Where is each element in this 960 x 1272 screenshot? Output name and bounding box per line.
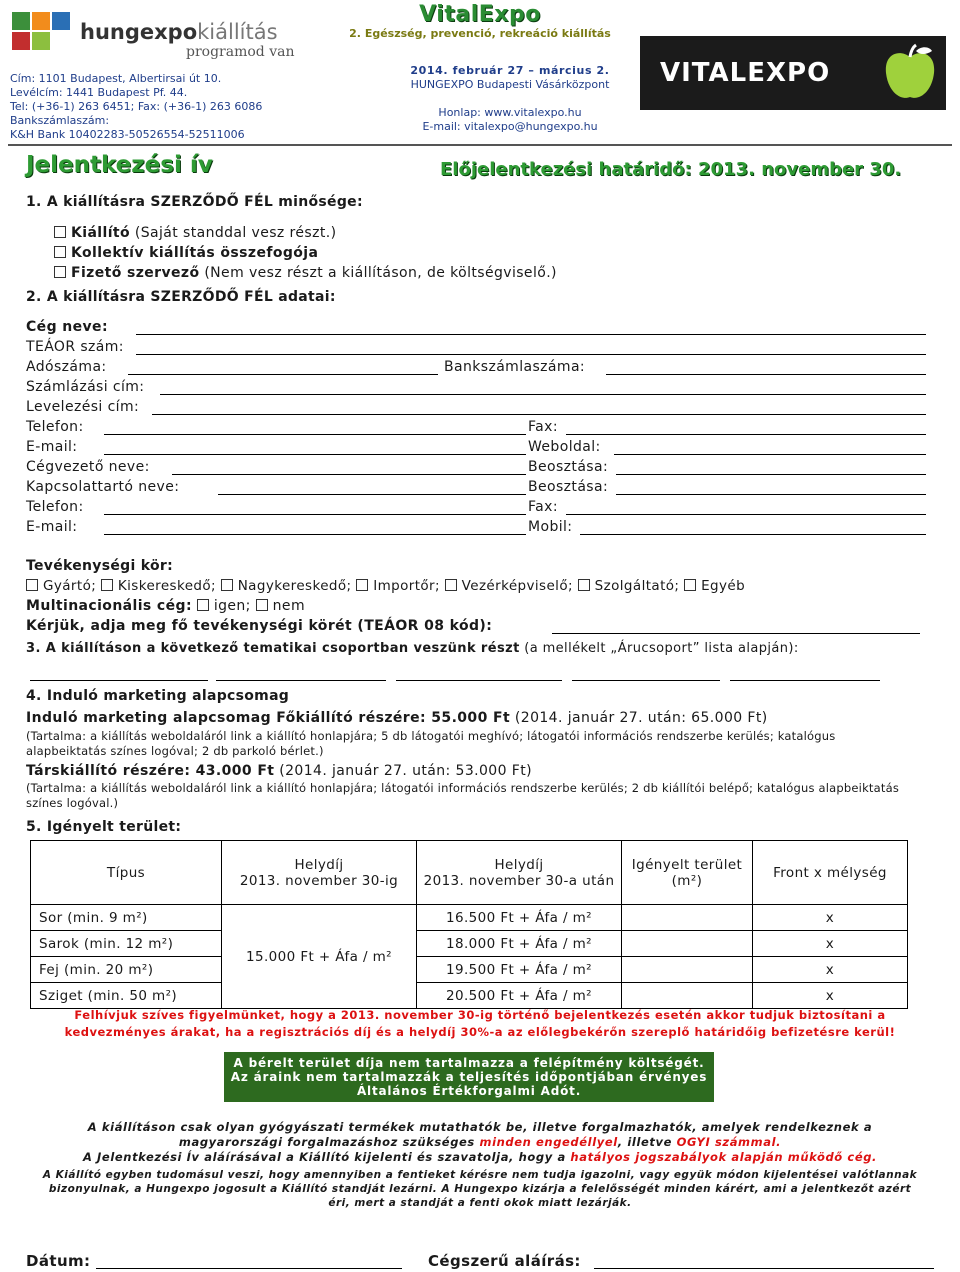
event-info [390,64,630,134]
input-szamlazasi[interactable] [160,394,926,395]
table-header-row [31,841,908,905]
cell-area-input[interactable] [622,983,753,1009]
input-group-2[interactable] [216,680,386,681]
checkbox-icon[interactable] [578,579,590,591]
checkbox-icon[interactable] [26,579,38,591]
checkbox-icon[interactable] [54,246,66,258]
cell-late-price: 20.500 Ft + Áfa / m² [417,983,622,1009]
vitalexpo-title: VitalExpo [419,2,541,27]
input-group-4[interactable] [572,680,720,681]
checkbox-icon[interactable] [54,266,66,278]
hungexpo-logo [10,4,300,62]
label-szamlazasi: Számlázási cím: [26,379,145,395]
activity-options [26,578,745,594]
address-line: Cím: 1101 Budapest, Albertirsai út 10. [10,72,222,85]
label-teaor: TEÁOR szám: [26,339,124,355]
cell-area-input[interactable] [622,957,753,983]
event-venue: HUNGEXPO Budapesti Vásárközpont [410,78,610,91]
pkg-co-line [26,763,532,779]
event-dates: 2014. február 27 – március 2. [410,64,610,77]
pkg-main-late: (2014. január 27. után: 65.000 Ft) [510,710,768,726]
multinational-label: Multinacionális cég: [26,598,192,614]
vat-notice-box [224,1052,714,1102]
main-activity-label: Kérjük, adja meg fő tevékenységi körét (TEÁOR 08 kód): [26,618,493,634]
section4-title: 4. Induló marketing alapcsomag [26,688,290,704]
label-mobil: Mobil: [528,519,573,535]
email-link[interactable]: E-mail: vitalexpo@hungexpo.hu [422,120,598,133]
cell-front[interactable]: x [753,983,908,1009]
cell-late-price: 18.000 Ft + Áfa / m² [417,931,622,957]
input-fax[interactable] [566,434,926,435]
cell-late-price: 19.500 Ft + Áfa / m² [417,957,622,983]
activity-title: Tevékenységi kör: [26,558,174,574]
label-cegvezeto: Cégvezető neve: [26,459,150,475]
section3-row [26,641,799,656]
label-fax2: Fax: [528,499,558,515]
checkbox-icon[interactable] [221,579,233,591]
address-line: Tel: (+36-1) 263 6451; Fax: (+36-1) 263 6086 [10,100,263,113]
label-levelezesi: Levelezési cím: [26,399,140,415]
input-teaor[interactable] [136,354,926,355]
section3-title: 3. A kiállításon a következő tematikai csoportban veszünk részt [26,641,520,656]
section5-title: 5. Igényelt terület: [26,819,182,835]
col-header-early: Helydíj 2013. november 30-ig [222,841,417,905]
checkbox-icon[interactable] [356,579,368,591]
label-telefon: Telefon: [26,419,84,435]
col-header-front: Front x mélység [753,841,908,905]
label-ceg: Cég neve: [26,319,108,335]
cell-type: Sziget (min. 50 m²) [31,983,222,1009]
table-row [31,957,908,983]
option-kollektiv[interactable]: Kollektív kiállítás összefogója [54,245,318,261]
brand-logo-text: VITALEXPO [660,58,831,88]
vat-notice-line: Az áraink nem tartalmazzák a teljesítés időpontjában érvényes [230,1070,708,1084]
area-price-table [30,840,908,1009]
pkg-main-label: Induló marketing alapcsomag Főkiállító részére [26,710,421,726]
logo-main-text: hungexpo [80,20,198,44]
pkg-co-desc: (Tartalma: a kiállítás weboldaláról link a kiállító honlapjára; látogatói információs rendszerbe kerülés; 2 db kiállítói belépő; katalógus alapbeiktatás színes logóval.) [26,781,900,810]
label-beosztas: Beosztása: [528,459,609,475]
multinational-row [26,598,305,614]
footer-paragraph-2: A Kiállító egyben tudomásul veszi, hogy amennyiben a fentieket kérésre nem tudja igazolni, vagy együk módon kijelentései valótlannak bizonyulnak, a Hungexpo jogosult a Kiállító standját lezárni. A Hungexpo kizárja a felelősségét minden kárért, ami a jelentkezőt azért éri, mert a standját a fenti okok miatt lezárják. [42,1169,918,1209]
activity-option[interactable]: Gyártó; [26,578,96,594]
input-main-activity[interactable] [552,633,920,634]
checkbox-icon[interactable] [197,599,209,611]
multinational-no[interactable]: nem [256,598,305,614]
logo-tagline: programod van [186,44,295,60]
deadline-text: Előjelentkezési határidő: 2013. november 30. [440,159,902,180]
input-date[interactable] [96,1268,402,1269]
activity-option[interactable]: Vezérképviselő; [445,578,573,594]
input-group-3[interactable] [396,680,562,681]
label-email2: E-mail: [26,519,78,535]
vat-notice-line: A bérelt terület díja nem tartalmazza a felépítmény költségét. [233,1056,705,1070]
table-row [31,931,908,957]
label-kapcsolattarto: Kapcsolattartó neve: [26,479,180,495]
input-levelezesi[interactable] [152,414,926,415]
activity-option[interactable]: Egyéb [684,578,745,594]
label-weboldal: Weboldal: [528,439,601,455]
vitalexpo-heading [330,2,630,40]
website-link[interactable]: Honlap: www.vitalexpo.hu [438,106,582,119]
input-telefon[interactable] [104,434,526,435]
input-mobil[interactable] [580,534,926,535]
pkg-main-desc: (Tartalma: a kiállítás weboldaláról link a kiállító honlapjára; 5 db látogatói meghívó; látogatói információs rendszerbe kerülés; katalógus alapbeiktatás színes logóval; 2 db parkoló bérlet.) [26,729,836,758]
vitalexpo-subtitle: 2. Egészség, prevenció, rekreáció kiállítás [349,27,611,40]
header-divider [8,144,952,146]
col-header-tipus: Típus [31,841,222,905]
cell-front[interactable]: x [753,931,908,957]
input-telefon2[interactable] [104,514,526,515]
input-email[interactable] [104,454,526,455]
input-signature[interactable] [594,1268,934,1269]
input-ceg[interactable] [136,334,926,335]
address-line: K&H Bank 10402283-50526554-52511006 [10,128,245,141]
input-beosztas[interactable] [616,474,926,475]
section1-title: 1. A kiállításra SZERZŐDŐ FÉL minősége: [26,194,363,210]
activity-option[interactable]: Szolgáltató; [578,578,680,594]
label-beosztas2: Beosztása: [528,479,609,495]
cell-early-price: 15.000 Ft + Áfa / m² [222,905,417,1009]
multinational-yes[interactable]: igen; [197,598,251,614]
pkg-main-price: : 55.000 Ft [420,710,511,726]
cell-front[interactable]: x [753,905,908,931]
pkg-co-label: Társkiállító részére: 43.000 Ft [26,763,275,779]
address-block [10,72,310,142]
cell-front[interactable]: x [753,957,908,983]
cell-late-price: 16.500 Ft + Áfa / m² [417,905,622,931]
cell-type: Sarok (min. 12 m²) [31,931,222,957]
vat-notice-line: Általános Értékforgalmi Adót. [356,1084,582,1098]
label-telefon2: Telefon: [26,499,84,515]
col-header-late: Helydíj 2013. november 30-a után [417,841,622,905]
input-group-5[interactable] [730,680,880,681]
pkg-co-late: (2014. január 27. után: 53.000 Ft) [274,763,532,779]
activity-option[interactable]: Nagykereskedő; [221,578,352,594]
activity-option[interactable]: Importőr; [356,578,440,594]
section3-rest: (a mellékelt „Árucsoport” lista alapján): [519,641,799,656]
option-kiallito[interactable]: Kiállító (Saját standdal vesz részt.) [54,225,336,241]
label-adoszam: Adószáma: [26,359,107,375]
label-fax: Fax: [528,419,558,435]
address-line: Levélcím: 1441 Budapest Pf. 44. [10,86,188,99]
checkbox-icon[interactable] [54,226,66,238]
cell-type: Fej (min. 20 m²) [31,957,222,983]
activity-option[interactable]: Kiskereskedő; [101,578,216,594]
checkbox-icon[interactable] [445,579,457,591]
table-row [31,983,908,1009]
pkg-main-line [26,710,768,726]
checkbox-icon[interactable] [101,579,113,591]
col-header-area: Igényelt terület (m²) [622,841,753,905]
apple-icon [878,41,942,105]
date-label: Dátum: [26,1252,91,1270]
vitalexpo-brand-logo [640,36,946,110]
input-fax2[interactable] [566,514,926,515]
checkbox-icon[interactable] [256,599,268,611]
notice-line-2: kedvezményes árakat, ha a regisztrációs díj és a helydíj 30%-a az előlegbekérőn szereplő határidőig befizetésre kerül! [64,1025,896,1039]
address-line: Bankszámlaszám: [10,114,110,127]
option-fizeto[interactable]: Fizető szervező (Nem vesz részt a kiállításon, de költségviselő.) [54,265,557,281]
checkbox-icon[interactable] [684,579,696,591]
notice-line-1: Felhívjuk szíves figyelmünket, hogy a 2013. november 30-ig történő bejelentkezés esetén akkor tudjuk biztosítani a [74,1008,886,1022]
input-beosztas2[interactable] [616,494,926,495]
label-bankszamla: Bankszámlaszáma: [444,359,586,375]
form-title: Jelentkezési ív [26,152,213,178]
section2-title: 2. A kiállításra SZERZŐDŐ FÉL adatai: [26,289,336,305]
cell-type: Sor (min. 9 m²) [31,905,222,931]
signature-label: Cégszerű aláírás: [428,1252,581,1270]
input-email2[interactable] [104,534,526,535]
input-kapcsolattarto[interactable] [218,494,526,495]
input-adoszam[interactable] [128,374,438,375]
input-cegvezeto[interactable] [172,474,526,475]
input-group-1[interactable] [30,680,208,681]
footer-paragraph-1: A kiállításon csak olyan gyógyászati termékek mutathatók be, illetve forgalmazhatók, amelyek rendelkeznek a magyarországi forgalmazáshoz szükséges minden engedéllyel, illetve OGYI számmal. A Jelentkezési Ív aláírásával a Kiállító kijelenti és szavatolja, hogy a hatályos jogszabályok alapján működő cég. [82,1120,878,1164]
cell-area-input[interactable] [622,931,753,957]
label-email: E-mail: [26,439,78,455]
hungexpo-logo-icon [10,6,74,56]
table-row [31,905,908,931]
cell-area-input[interactable] [622,905,753,931]
input-weboldal[interactable] [614,454,926,455]
logo-accent-text: kiállítás [197,20,278,44]
input-bankszamla[interactable] [606,374,926,375]
